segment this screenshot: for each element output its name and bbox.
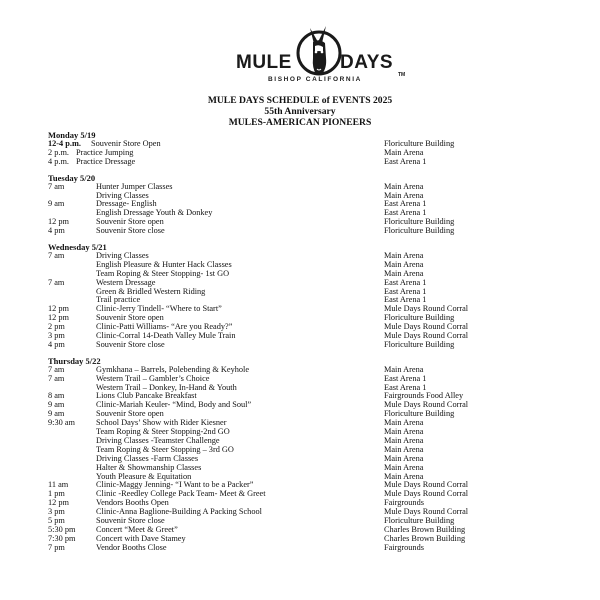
event-description: Souvenir Store close bbox=[96, 339, 165, 349]
event-description: Dressage- English bbox=[96, 199, 157, 209]
event-description: Clinic -Reedley College Pack Team- Meet & Greet bbox=[96, 489, 266, 499]
event-location: Mule Days Round Corral bbox=[384, 331, 469, 341]
event-row bbox=[48, 544, 568, 553]
event-location: Main Arena bbox=[384, 259, 424, 269]
trademark-mark: TM bbox=[398, 72, 406, 78]
event-location: East Arena 1 bbox=[384, 156, 427, 166]
mule-head-icon bbox=[296, 22, 342, 84]
schedule-body bbox=[48, 131, 568, 553]
event-time: 12 pm bbox=[48, 217, 69, 227]
event-time: 5:30 pm bbox=[48, 524, 76, 534]
event-location: Mule Days Round Corral bbox=[384, 507, 469, 517]
event-location: Main Arena bbox=[384, 268, 424, 278]
event-description: Clinic-Patti Williams- “Are you Ready?” bbox=[96, 322, 233, 332]
event-location: Main Arena bbox=[384, 181, 424, 191]
event-time: 7 pm bbox=[48, 542, 65, 552]
event-description: Souvenir Store open bbox=[96, 409, 164, 419]
event-description: Clinic-Jerry Tindell- “Where to Start” bbox=[96, 304, 222, 314]
event-location: Floriculture Building bbox=[384, 409, 455, 419]
event-time: 5 pm bbox=[48, 515, 65, 525]
event-time: 9 am bbox=[48, 400, 65, 410]
event-location: Main Arena bbox=[384, 453, 424, 463]
event-description: Souvenir Store Open bbox=[91, 139, 161, 148]
event-location: Floriculture Building bbox=[384, 226, 455, 236]
event-location: Charles Brown Building bbox=[384, 524, 466, 534]
event-location: Main Arena bbox=[384, 418, 424, 428]
event-time: 4 p.m. bbox=[48, 156, 69, 166]
event-location: Mule Days Round Corral bbox=[384, 304, 469, 314]
event-location: Floriculture Building bbox=[384, 139, 455, 148]
day-heading: Thursday 5/22 bbox=[48, 355, 101, 366]
mule-days-logo bbox=[232, 22, 408, 88]
logo-word-mule: MULE bbox=[236, 52, 292, 73]
event-location: Main Arena bbox=[384, 427, 424, 437]
event-location: Fairgrounds bbox=[384, 542, 424, 552]
event-time: 3 pm bbox=[48, 507, 65, 517]
event-row bbox=[48, 341, 568, 350]
event-description: Clinic-Maggy Jenning- “I Want to be a Packer” bbox=[96, 480, 254, 490]
event-location: East Arena 1 bbox=[384, 382, 427, 392]
event-time: 7 am bbox=[48, 181, 65, 191]
event-location: East Arena 1 bbox=[384, 295, 427, 305]
event-location: Floriculture Building bbox=[384, 515, 455, 525]
day-heading: Wednesday 5/21 bbox=[48, 242, 107, 253]
event-location: Main Arena bbox=[384, 364, 424, 374]
event-description: Driving Classes -Teamster Challenge bbox=[96, 435, 220, 445]
schedule-header bbox=[0, 95, 600, 128]
event-time: 12 pm bbox=[48, 304, 69, 314]
event-location: Main Arena bbox=[384, 251, 424, 261]
event-time: 7 am bbox=[48, 373, 65, 383]
event-location: Fairgrounds Food Alley bbox=[384, 391, 464, 401]
event-description: Gymkhana – Barrels, Polebending & Keyhole bbox=[96, 364, 249, 374]
event-row bbox=[48, 158, 568, 167]
event-description: Clinic-Mariah Keuler- “Mind, Body and Soul” bbox=[96, 400, 252, 410]
event-location: Charles Brown Building bbox=[384, 533, 466, 543]
event-description: English Dressage Youth & Donkey bbox=[96, 208, 213, 218]
event-time: 7 am bbox=[48, 364, 65, 374]
event-description: Team Roping & Steer Stopping – 3rd GO bbox=[96, 444, 234, 454]
event-location: East Arena 1 bbox=[384, 286, 427, 296]
event-time: 9 am bbox=[48, 409, 65, 419]
event-time: 9 am bbox=[48, 199, 65, 209]
event-description: Team Roping & Steer Stopping- 1st GO bbox=[96, 268, 230, 278]
event-time: 7 am bbox=[48, 277, 65, 287]
event-description: Practice Dressage bbox=[76, 156, 136, 166]
event-description: Trail practice bbox=[96, 295, 141, 305]
event-description: Souvenir Store close bbox=[96, 515, 165, 525]
event-description: Halter & Showmanship Classes bbox=[96, 462, 202, 472]
event-description: Souvenir Store open bbox=[96, 313, 164, 323]
event-time: 9:30 am bbox=[48, 418, 75, 428]
event-location: Main Arena bbox=[384, 444, 424, 454]
event-description: School Days’ Show with Rider Kiesner bbox=[96, 418, 227, 428]
event-location: Main Arena bbox=[384, 147, 424, 157]
event-description: Team Roping & Steer Stopping-2nd GO bbox=[96, 427, 230, 437]
event-description: English Pleasure & Hunter Hack Classes bbox=[96, 259, 232, 269]
event-location: Mule Days Round Corral bbox=[384, 480, 469, 490]
event-time: 12 pm bbox=[48, 498, 69, 508]
event-location: Main Arena bbox=[384, 190, 424, 200]
event-location: Mule Days Round Corral bbox=[384, 400, 469, 410]
event-time: 2 p.m. bbox=[48, 147, 69, 157]
event-location: Floriculture Building bbox=[384, 217, 455, 227]
event-location: East Arena 1 bbox=[384, 373, 427, 383]
event-description: Vendor Booths Close bbox=[96, 542, 167, 552]
schedule-title: MULE DAYS SCHEDULE of EVENTS 2025 bbox=[207, 95, 393, 106]
event-description: Practice Jumping bbox=[76, 147, 134, 157]
event-description: Western Dressage bbox=[96, 277, 156, 287]
event-description: Driving Classes bbox=[96, 251, 149, 261]
event-time: 4 pm bbox=[48, 226, 65, 236]
event-description: Vendors Booths Open bbox=[96, 498, 169, 508]
event-location: Main Arena bbox=[384, 435, 424, 445]
event-time: 7:30 pm bbox=[48, 533, 76, 543]
logo-word-days: DAYS bbox=[340, 52, 394, 73]
event-description: Souvenir Store close bbox=[96, 226, 165, 236]
event-description: Western Trail – Donkey, In-Hand & Youth bbox=[96, 382, 237, 392]
event-location: East Arena 1 bbox=[384, 199, 427, 209]
theme-line: MULES-AMERICAN PIONEERS bbox=[228, 117, 372, 128]
event-location: Main Arena bbox=[384, 471, 424, 481]
event-row bbox=[48, 227, 568, 236]
event-description: Hunter Jumper Classes bbox=[96, 181, 173, 191]
event-description: Souvenir Store open bbox=[96, 217, 164, 227]
event-time: 3 pm bbox=[48, 331, 65, 341]
event-time: 8 am bbox=[48, 391, 65, 401]
event-description: Clinic-Corral 14-Death Valley Mule Train bbox=[96, 331, 236, 341]
event-description: Driving Classes bbox=[96, 190, 149, 200]
event-time: 7 am bbox=[48, 251, 65, 261]
event-time: 12-4 p.m. bbox=[48, 139, 81, 148]
event-location: Mule Days Round Corral bbox=[384, 322, 469, 332]
event-time: 12 pm bbox=[48, 313, 69, 323]
event-description: Lions Club Pancake Breakfast bbox=[96, 391, 197, 401]
event-description: Concert “Meet & Greet” bbox=[96, 524, 178, 534]
day-heading: Monday 5/19 bbox=[48, 130, 96, 140]
event-location: Mule Days Round Corral bbox=[384, 489, 469, 499]
event-time: 2 pm bbox=[48, 322, 65, 332]
event-description: Youth Pleasure & Equitation bbox=[96, 471, 192, 481]
event-time: 1 pm bbox=[48, 489, 65, 499]
logo-subtitle: BISHOP CALIFORNIA bbox=[268, 76, 362, 83]
event-location: Fairgrounds bbox=[384, 498, 424, 508]
event-description: Driving Classes -Farm Classes bbox=[96, 453, 199, 463]
event-location: Floriculture Building bbox=[384, 339, 455, 349]
event-description: Clinic-Anna Baglione-Building A Packing School bbox=[96, 507, 262, 517]
event-location: East Arena 1 bbox=[384, 277, 427, 287]
event-time: 4 pm bbox=[48, 339, 65, 349]
event-location: Floriculture Building bbox=[384, 313, 455, 323]
event-description: Western Trail – Gambler’s Choice bbox=[96, 373, 210, 383]
day-heading: Tuesday 5/20 bbox=[48, 172, 96, 183]
event-description: Concert with Dave Stamey bbox=[96, 533, 186, 543]
event-location: East Arena 1 bbox=[384, 208, 427, 218]
event-description: Green & Bridled Western Riding bbox=[96, 286, 206, 296]
event-location: Main Arena bbox=[384, 462, 424, 472]
event-time: 11 am bbox=[48, 480, 69, 490]
anniversary-line: 55th Anniversary bbox=[264, 106, 336, 117]
